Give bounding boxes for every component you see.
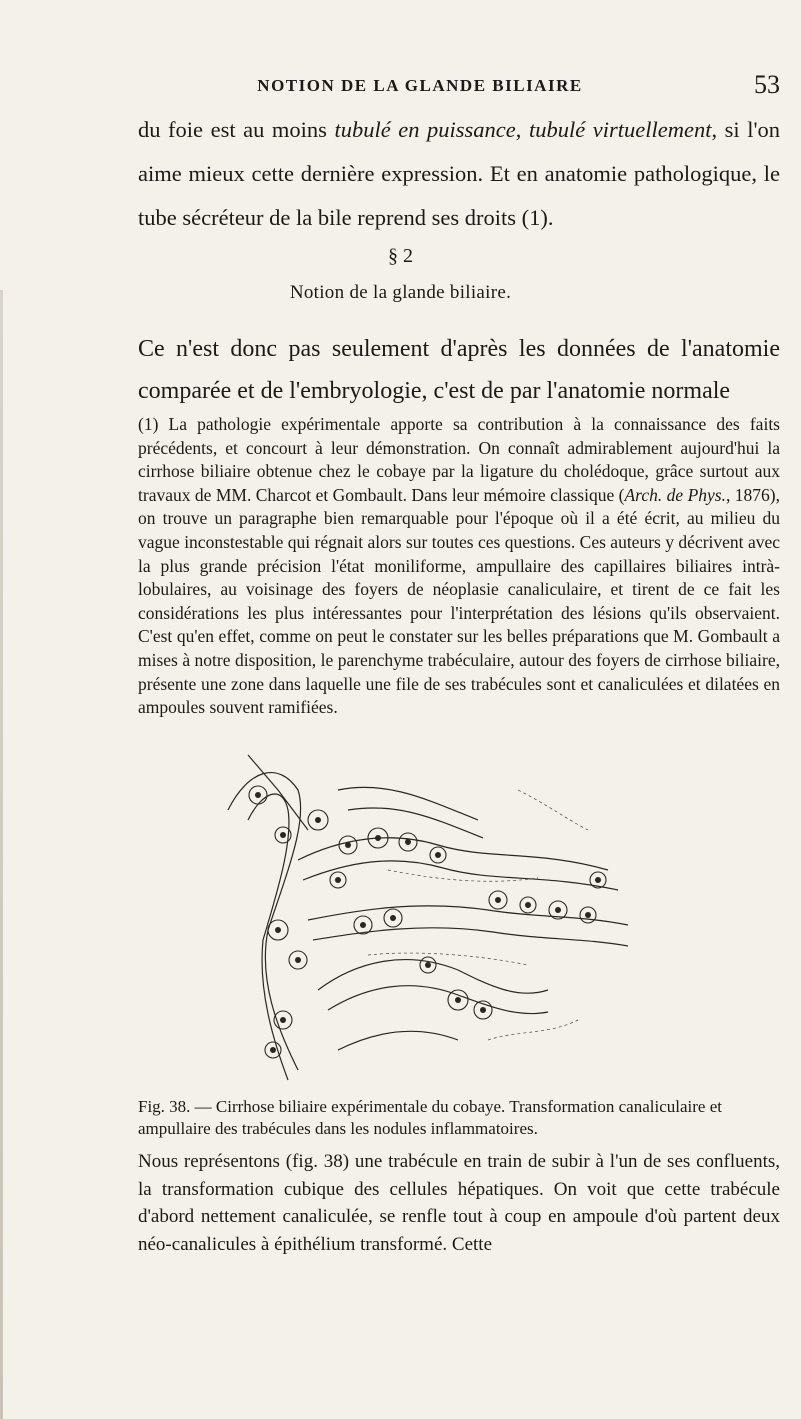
footnote-citation: Arch. de Phys. bbox=[624, 484, 726, 505]
trabecula-3 bbox=[298, 838, 608, 870]
footnote-1 bbox=[138, 413, 780, 720]
paragraph-2: Ce n'est donc pas seulement d'après les données de l'anatomie comparée et de l'embryologie, c'est de par l'anatomie normale bbox=[138, 336, 780, 404]
page-edge-shadow bbox=[0, 290, 3, 1419]
paragraph-1-emphasis-2: tubulé virtuellement bbox=[528, 117, 712, 142]
paragraph-1-emphasis-1: tubulé en puissance bbox=[334, 117, 516, 142]
footnote-text-a: (1) La pathologie expérimentale apporte sa contribution à la connaissance des faits précédents, et concourt à leur démonstration. On connaît admirablement aujourd'hui la cirrhose biliaire obtenue chez le cobaye par la ligature du cholédoque, grâce surtout aux travaux de MM. Charcot et Gombault. Dans leur mémoire classique ( bbox=[138, 414, 780, 505]
trabecula-9 bbox=[338, 1031, 458, 1050]
paragraph-1-text-a: du foie est au moins bbox=[138, 117, 335, 142]
trabecula-11 bbox=[338, 787, 478, 820]
section-title: Notion de la glande biliaire. bbox=[289, 282, 512, 303]
running-title: NOTION DE LA GLANDE BILIAIRE bbox=[257, 76, 583, 95]
trabecula-4 bbox=[303, 861, 618, 890]
paragraph-1 bbox=[138, 108, 780, 240]
figure-caption: Fig. 38. — Cirrhose biliaire expérimentale du cobaye. Transformation canaliculaire et ampullaire des trabécules dans les nodules inflammatoires. bbox=[138, 1097, 722, 1138]
trabecula-8 bbox=[328, 986, 548, 1014]
trabecula-12 bbox=[348, 808, 483, 838]
paragraph-1-text-b: , bbox=[515, 117, 529, 142]
footnote-text-b: , 1876), on trouve un paragraphe bien remarquable pour l'époque où il a été écrit, au milieu du vague inconstestable qui régnait alors sur toutes ces questions. Ces auteurs y décrivent avec la plus grande précision l'état moniliforme, ampullaire des capillaires biliaires intrà-lobulaires, au voisinage des foyers de néoplasie canaliculaire, et tirent de ce fait les considérations les plus intéressantes pour l'interprétation des lésions qu'ils observaient. C'est qu'en effet, comme on peut le constater sur les belles préparations que M. Gombault a mises à notre disposition, le parenchyme trabéculaire, autour des foyers de cirrhose biliaire, présente une zone dans laquelle une file de ses trabécules sont et canaliculées et dilatées en ampoules souvent ramifiées. bbox=[138, 484, 781, 718]
running-head bbox=[140, 70, 780, 104]
paragraph-3: Nous représentons (fig. 38) une trabécule en train de subir à l'un de ses confluents, la transformation cubique des cellules hépatiques. On voit que cette trabécule d'abord nettement canaliculée, se renfle tout à coup en ampoule d'où partent deux néo-canalicules à épithélium transformé. Cette bbox=[138, 1151, 780, 1255]
paragraph-1-text-c: , si l'on aime mieux cette dernière expression. Et en anatomie pathologique, le tube sécréteur de la bile reprend ses droits (1). bbox=[138, 117, 781, 230]
page-number: 53 bbox=[754, 70, 780, 99]
section-mark: § 2 bbox=[388, 245, 413, 267]
histology-figure bbox=[188, 750, 638, 1090]
trabecula-6 bbox=[313, 928, 628, 946]
